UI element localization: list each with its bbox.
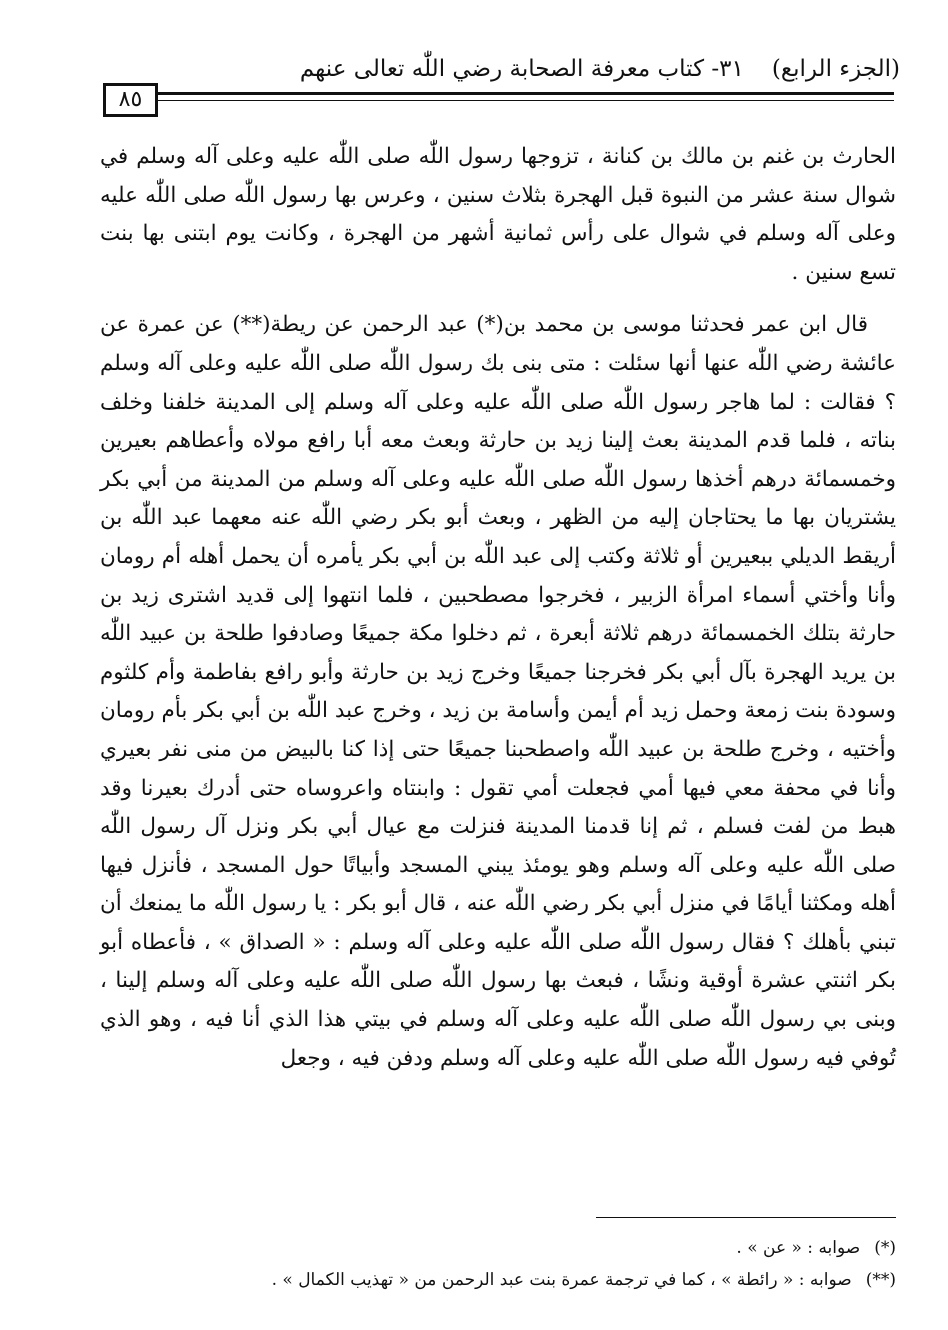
footnotes xyxy=(100,1232,896,1296)
header-rule-thick xyxy=(158,92,894,95)
footnote-text: صوابه : « عن » . xyxy=(736,1238,861,1258)
running-header xyxy=(240,54,900,84)
paragraph-1: الحارث بن غنم بن مالك بن كنانة ، تزوجها رسول اللّٰه صلى اللّٰه عليه وعلى آله وسلم في شوال سنة عشر من النبوة قبل الهجرة بثلاث سنين ، وعرس بها رسول اللّٰه صلى اللّٰه عليه وعلى آله وسلم في شوال على رأس ثمانية أشهر من الهجرة ، وكانت يوم ابتنى بها بنت تسع سنين . xyxy=(100,144,896,285)
header-part: (الجزء الرابع) xyxy=(771,56,900,82)
footnote-1 xyxy=(100,1232,896,1264)
footnote-2 xyxy=(100,1264,896,1296)
footnote-text: صوابه : « رائطة » ، كما في ترجمة عمرة بنت عبد الرحمن من « تهذيب الكمال » . xyxy=(271,1270,852,1290)
main-text xyxy=(100,138,896,1078)
footnote-separator xyxy=(596,1217,896,1218)
page-number-box xyxy=(103,83,158,117)
header-chapter: ٣١- كتاب معرفة الصحابة رضي اللّٰه تعالى عنهم xyxy=(299,56,744,82)
footnote-mark: (**) xyxy=(865,1270,896,1290)
paragraph-2: قال ابن عمر فحدثنا موسى بن محمد بن(*) عبد الرحمن عن ريطة(**) عن عمرة عن عائشة رضي اللّٰه عنها أنها سئلت : متى بنى بك رسول اللّٰه صلى اللّٰه عليه وعلى آله وسلم ؟ فقالت : لما هاجر رسول اللّٰه صلى اللّٰه عليه وعلى آله وسلم إلى المدينة خلفنا وخلف بناته ، فلما قدم المدينة بعث إلينا زيد بن حارثة وبعث معه أبا رافع مولاه وأعطاهم بعيرين وخمسمائة درهم أخذها رسول اللّٰه صلى اللّٰه عليه وعلى آله وسلم من المدينة من أبي بكر يشتريان بها ما يحتاجان إليه من الظهر ، وبعث أبو بكر رضي اللّٰه عنه معهما عبد اللّٰه بن أريقط الديلي ببعيرين أو ثلاثة وكتب إلى عبد اللّٰه بن أبي بكر يأمره أن يحمل أهله أم رومان وأنا وأختي أسماء امرأة الزبير ، فخرجوا مصطحبين ، فلما انتهوا إلى قديد اشترى زيد بن حارثة بتلك الخمسمائة درهم ثلاثة أبعرة ، ثم دخلوا مكة جميعًا وصادفوا طلحة بن عبيد اللّٰه بن يريد الهجرة بآل أبي بكر فخرجنا جميعًا وخرج زيد بن حارثة وأبو رافع بفاطمة وأم كلثوم وسودة بنت زمعة وحمل زيد أم أيمن وأسامة بن زيد ، وخرج عبد اللّٰه بن أبي بكر بأم رومان وأختيه ، وخرج طلحة بن عبيد اللّٰه واصطحبنا جميعًا حتى إذا كنا بالبيض من منى نفر بعيري وأنا في محفة معي فيها أمي فجعلت أمي تقول : وابنتاه واعروساه حتى أدرك بعيرنا وقد هبط من لفت فسلم ، ثم إنا قدمنا المدينة فنزلت مع عيال أبي بكر ونزل آل رسول اللّٰه صلى اللّٰه عليه وعلى آله وسلم وهو يومئذ يبني المسجد وأبياتًا حول المسجد ، فأنزل فيها أهله ومكثنا أيامًا في منزل أبي بكر رضي اللّٰه عنه ، قال أبو بكر : يا رسول اللّٰه ما يمنعك أن تبني بأهلك ؟ فقال رسول اللّٰه صلى اللّٰه عليه وعلى آله وسلم : « الصداق » ، فأعطاه أبو بكر اثنتي عشرة أوقية ونشًا ، فبعث بها رسول اللّٰه صلى اللّٰه عليه وعلى آله وسلم إلينا ، وبنى بي رسول اللّٰه صلى اللّٰه عليه وعلى آله وسلم في بيتي هذا الذي أنا فيه ، وهو الذي تُوفي فيه رسول اللّٰه صلى اللّٰه عليه وعلى آله وسلم ودفن فيه ، وجعل xyxy=(100,312,896,1071)
footnote-mark: (*) xyxy=(874,1238,896,1258)
header-rule-thin xyxy=(158,100,894,101)
page-number: ٨٥ xyxy=(118,87,143,112)
